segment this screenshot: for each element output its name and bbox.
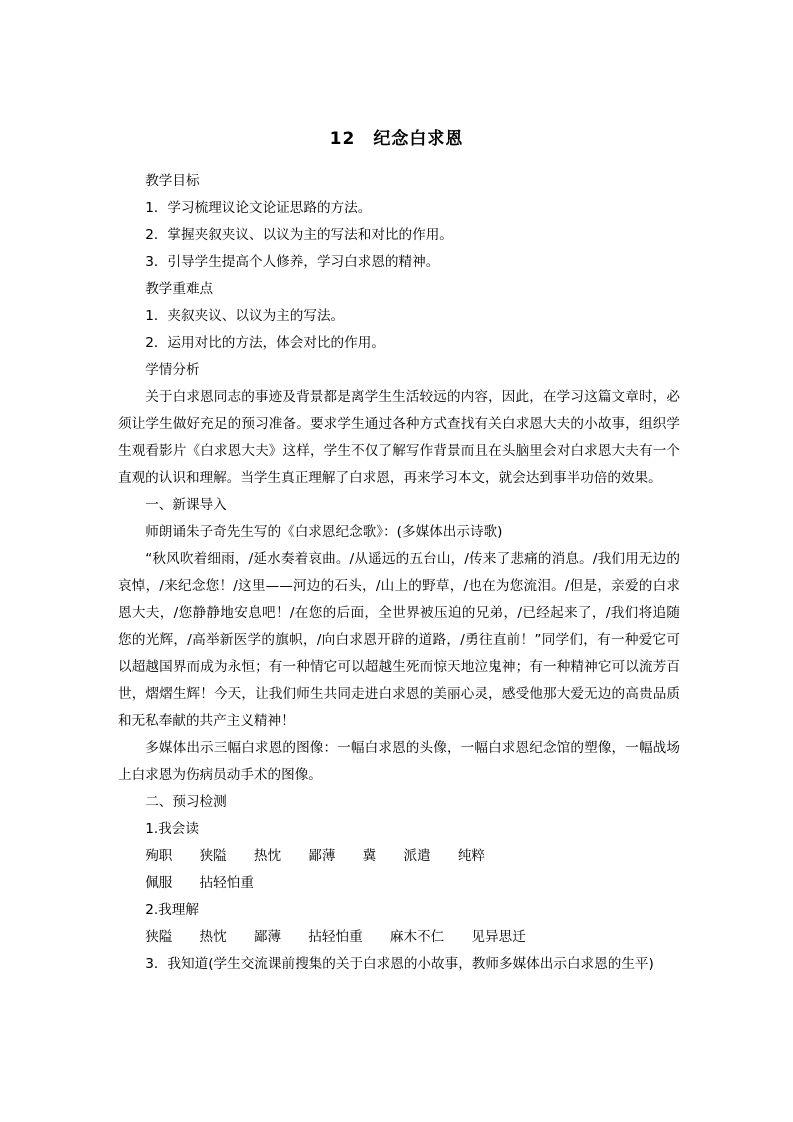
document-body — [118, 168, 680, 978]
multimedia-paragraph: 多媒体出示三幅白求恩的图像：一幅白求恩的头像，一幅白求恩纪念馆的塑像，一幅战场上白求恩为伤病员动手术的图像。 — [118, 740, 680, 783]
heading-teaching-goals: 教学目标 — [145, 173, 200, 189]
goal-item-3: 3．引导学生提高个人修养，学习白求恩的精神。 — [145, 254, 440, 270]
document-title: 12 纪念白求恩 — [329, 129, 464, 149]
poem-intro-line: 师朗诵朱子奇先生写的《白求恩纪念歌》：(多媒体出示诗歌) — [145, 524, 503, 540]
difficulty-item-2: 2．运用对比的方法，体会对比的作用。 — [145, 335, 385, 351]
understanding-words-line: 狭隘 热忱 鄙薄 拈轻怕重 麻木不仁 见异思迁 — [145, 929, 526, 945]
subheading-understanding: 2.我理解 — [145, 902, 199, 918]
heading-key-difficulties: 教学重难点 — [145, 281, 214, 297]
heading-new-lesson-intro: 一、新课导入 — [145, 497, 227, 513]
heading-preview-check: 二、预习检测 — [145, 794, 227, 810]
goal-item-2: 2．掌握夹叙夹议、以议为主的写法和对比的作用。 — [145, 227, 453, 243]
reading-words-line-2: 佩服 拈轻怕重 — [145, 875, 254, 891]
goal-item-1: 1．学习梳理议论文论证思路的方法。 — [145, 200, 372, 216]
poem-paragraph: “秋风吹着细雨，/延水奏着哀曲。/从遥远的五台山，/传来了悲痛的消息。/我们用无边的哀悼，/来纪念您！/这里——河边的石头，/山上的野草，/也在为您流泪。/但是，亲爱的白求恩大夫，/您静静地安息吧！/在您的后面，全世界被压迫的兄弟，/已经起来了，/我们将追随您的光辉，/高举新医学的旗帜，/向白求恩开辟的道路，/勇往直前！”同学们，有一种爱它可以超越国界而成为永恒；有一种情它可以超越生死而惊天地泣鬼神；有一种精神它可以流芳百世，熠熠生辉！今天，让我们师生共同走进白求恩的美丽心灵，感受他那大爱无边的高贵品质和无私奉献的共产主义精神！ — [118, 551, 680, 729]
difficulty-item-1: 1．夹叙夹议、以议为主的写法。 — [145, 308, 345, 324]
knowing-line: 3．我知道(学生交流课前搜集的关于白求恩的小故事，教师多媒体出示白求恩的生平) — [145, 956, 654, 972]
reading-words-line-1: 殉职 狭隘 热忱 鄙薄 冀 派遣 纯粹 — [145, 848, 486, 864]
subheading-reading: 1.我会读 — [145, 821, 199, 837]
heading-learner-analysis: 学情分析 — [145, 362, 200, 378]
learner-analysis-paragraph: 关于白求恩同志的事迹及背景都是离学生生活较远的内容，因此，在学习这篇文章时，必须让学生做好充足的预习准备。要求学生通过各种方式查找有关白求恩大夫的小故事，组织学生观看影片《白求恩大夫》这样，学生不仅了解写作背景而且在头脑里会对白求恩大夫有一个直观的认识和理解。当学生真正理解了白求恩，再来学习本文，就会达到事半功倍的效果。 — [118, 389, 680, 486]
